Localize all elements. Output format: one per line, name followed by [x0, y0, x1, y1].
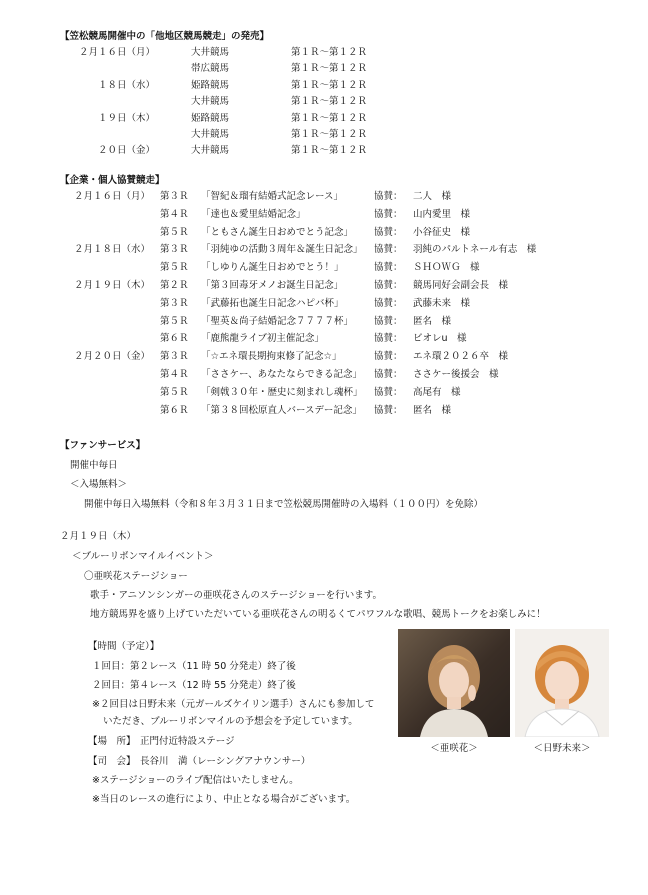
sponsor-race-title: 「☆エネ環長期拘束修了記念☆」 [201, 351, 342, 363]
sponsor-name: 山内愛里 様 [413, 208, 471, 220]
hino-photo-illustration [515, 629, 609, 737]
sales-date: １８日（水） [97, 79, 155, 91]
daily-label: 開催中毎日 [70, 460, 118, 471]
sales-track: 大井競馬 [191, 129, 230, 140]
sponsor-race-title: 「しゆりん誕生日おめでとう！」 [201, 262, 344, 274]
sponsor-label: 協賛： [374, 280, 403, 291]
sponsor-race-number: 第５Ｒ [160, 315, 189, 327]
sales-races: 第１Ｒ～第１２Ｒ [291, 63, 368, 75]
sponsor-label: 協賛： [374, 297, 403, 309]
sponsor-race-date: ２月２０日（金） [74, 351, 151, 363]
sales-races: 第１Ｒ～第１２Ｒ [291, 112, 368, 124]
sponsor-name: 匿名 様 [413, 404, 452, 416]
sponsor-name: ささケー後援会 様 [413, 369, 499, 380]
sponsor-name: 羽純のパルトネール有志 様 [413, 244, 537, 256]
sponsor-race-number: 第３Ｒ [160, 351, 189, 363]
sponsor-name: ＳＨＯＷＧ 様 [413, 262, 480, 274]
sponsor-label: 協賛： [374, 351, 403, 363]
sponsor-name: 競馬同好会副会長 様 [413, 280, 509, 291]
time-second: ２回目：第４レース（12 時 55 分発走）終了後 [92, 680, 296, 691]
sales-date: ２月１６日（月） [78, 47, 155, 58]
sponsor-label: 協賛： [374, 386, 403, 398]
sales-track: 大井競馬 [191, 145, 230, 157]
mc-value: 長谷川 満（レーシングアナウンサー） [140, 756, 311, 767]
hino-photo [515, 629, 609, 737]
event-date: ２月１９日（木） [60, 531, 137, 542]
sponsor-name: ビオレu 様 [413, 333, 467, 345]
sponsor-race-number: 第６Ｒ [160, 404, 189, 416]
other-track-sales-heading: 【笠松競馬開催中の「他地区競馬競走」の発売】 [60, 31, 270, 42]
sales-races: 第１Ｒ～第１２Ｒ [291, 145, 368, 157]
sales-track: 大井競馬 [191, 96, 230, 108]
sponsor-race-title: 「聖英＆尚子結婚記念７７７７杯」 [201, 315, 354, 327]
free-entry-heading: ＜入場無料＞ [70, 479, 128, 490]
sales-races: 第１Ｒ～第１２Ｒ [291, 47, 368, 58]
sponsor-label: 協賛： [374, 208, 403, 220]
sponsor-label: 協賛： [374, 333, 403, 345]
note-no-stream: ※ステージショーのライブ配信はいたしません。 [92, 775, 299, 786]
sales-races: 第１Ｒ～第１２Ｒ [291, 79, 368, 91]
sponsor-name: 高尾有 様 [413, 386, 461, 398]
sponsor-race-date: ２月１９日（木） [74, 280, 151, 291]
sales-date: １９日（木） [97, 112, 155, 124]
event-title: ＜ブルーリボンマイルイベント＞ [72, 551, 214, 562]
sales-track: 大井競馬 [191, 47, 230, 58]
stage-show-desc-2: 地方競馬界を盛り上げていただいている亜咲花さんの明るくてパワフルな歌唱、競馬トークをお楽しみに！ [90, 609, 546, 620]
sponsor-label: 協賛： [374, 191, 403, 202]
sponsor-race-title: 「第３８回松原直人バースデー記念」 [201, 404, 362, 416]
sales-track: 姫路競馬 [191, 79, 230, 91]
sponsored-races-heading: 【企業・個人協賛競走】 [60, 175, 165, 186]
sponsor-race-title: 「ともさん誕生日おめでとう記念」 [201, 226, 354, 238]
sales-date: ２０日（金） [97, 145, 155, 157]
sponsor-race-title: 「第３回毒牙メノお誕生日記念」 [201, 280, 344, 291]
free-entry-text: 開催中毎日入場無料（令和８年３月３１日まで笠松競馬開催時の入場料（１００円）を免除） [84, 499, 484, 510]
sales-track: 帯広競馬 [191, 63, 230, 75]
sponsor-label: 協賛： [374, 226, 403, 238]
sponsor-race-title: 「智紀＆瑠有結婚式記念レース」 [201, 191, 344, 202]
time-heading: 【時間（予定）】 [88, 641, 160, 652]
fan-service-heading: 【ファンサービス】 [60, 440, 146, 451]
sales-races: 第１Ｒ～第１２Ｒ [291, 129, 368, 140]
sponsor-name: 匿名 様 [413, 315, 452, 327]
note-cancel: ※当日のレースの進行により、中止となる場合がございます。 [92, 794, 356, 805]
asaka-photo-illustration [398, 629, 510, 737]
sponsor-race-number: 第５Ｒ [160, 226, 189, 238]
place-value: 正門付近特設ステージ [140, 736, 235, 747]
sponsor-race-title: 「鹿熊龍ライブ初主催記念」 [201, 333, 324, 345]
sponsor-race-number: 第３Ｒ [160, 191, 189, 202]
sponsor-race-title: 「剣戟３０年・歴史に刻まれし魂杯」 [201, 386, 363, 398]
sponsor-race-date: ２月１６日（月） [74, 191, 151, 202]
sponsor-name: エネ環２０２６卒 様 [413, 351, 509, 363]
sponsor-label: 協賛： [374, 244, 403, 256]
asaka-photo [398, 629, 510, 737]
note-hino-2: いただき、ブルーリボンマイルの予想会を予定しています。 [103, 716, 358, 727]
sponsor-race-title: 「ささケー、あなたならできる記念」 [201, 369, 363, 380]
place-label: 【場 所】 [88, 736, 136, 747]
time-first: １回目：第２レース（11 時 50 分発走）終了後 [92, 661, 296, 672]
sponsor-race-number: 第４Ｒ [160, 369, 189, 380]
stage-show-title: 〇亜咲花ステージショー [84, 571, 188, 582]
sponsor-race-title: 「武藤拓也誕生日記念ハピバ杯」 [201, 297, 344, 309]
sponsor-race-number: 第６Ｒ [160, 333, 189, 345]
sponsor-race-number: 第３Ｒ [160, 297, 189, 309]
sponsor-name: 小谷征史 様 [413, 226, 471, 238]
sponsor-label: 協賛： [374, 315, 403, 327]
mc-label: 【司 会】 [88, 756, 136, 767]
sponsor-race-date: ２月１８日（水） [74, 244, 151, 256]
sponsor-label: 協賛： [374, 262, 403, 274]
sponsor-label: 協賛： [374, 369, 403, 380]
sponsor-race-number: 第２Ｒ [160, 280, 189, 291]
sponsor-race-number: 第４Ｒ [160, 208, 189, 220]
sponsor-race-number: 第３Ｒ [160, 244, 189, 256]
sponsor-race-number: 第５Ｒ [160, 386, 189, 398]
sponsor-name: 武藤未来 様 [413, 297, 471, 309]
stage-show-desc-1: 歌手・アニソンシンガーの亜咲花さんのステージショーを行います。 [90, 590, 382, 601]
hino-caption: ＜日野未来＞ [533, 743, 591, 754]
asaka-caption: ＜亜咲花＞ [430, 743, 478, 754]
sponsor-race-title: 「達也＆愛里結婚記念」 [201, 208, 306, 220]
sponsor-race-title: 「羽純ゆの活動３周年＆誕生日記念」 [201, 244, 363, 256]
note-hino-1: ※２回目は日野未来（元ガールズケイリン選手）さんにも参加して [92, 699, 375, 710]
sales-races: 第１Ｒ～第１２Ｒ [291, 96, 368, 108]
sales-track: 姫路競馬 [191, 112, 230, 124]
sponsor-name: 二人 様 [413, 191, 452, 202]
sponsor-label: 協賛： [374, 404, 403, 416]
sponsor-race-number: 第５Ｒ [160, 262, 189, 274]
